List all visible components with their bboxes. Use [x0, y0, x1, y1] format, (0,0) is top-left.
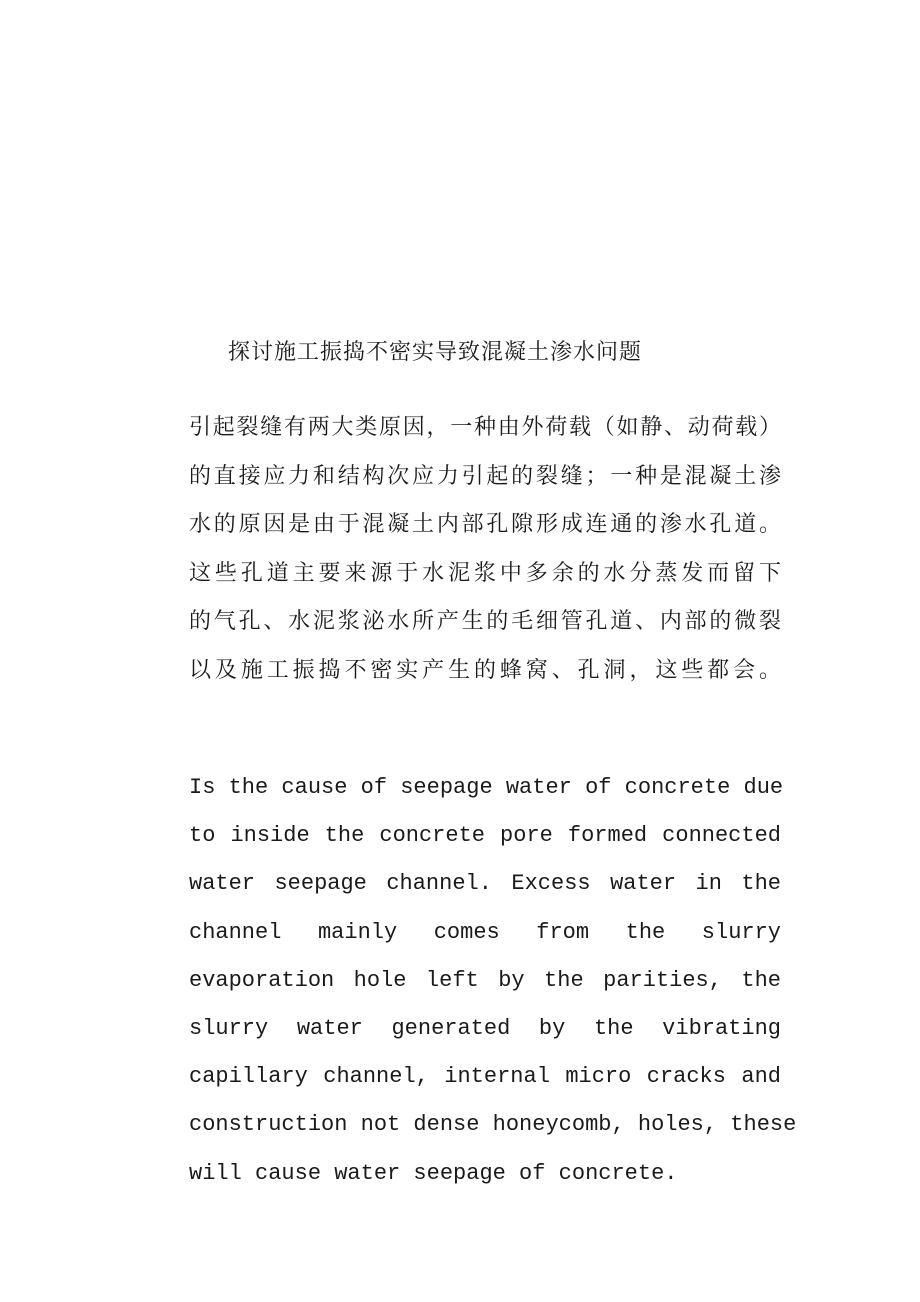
english-paragraph — [189, 764, 797, 1198]
english-line: Is the cause of seepage water of concrete due — [189, 775, 784, 800]
chinese-line: 的直接应力和结构次应力引起的裂缝；一种是混凝土渗 — [189, 463, 781, 489]
chinese-paragraph — [189, 404, 781, 695]
chinese-line: 以及施工振捣不密实产生的蜂窝、孔洞，这些都会。 — [189, 657, 781, 683]
english-line: slurry water generated by the vibrating — [189, 1015, 781, 1041]
english-line: will cause water seepage of concrete. — [189, 1160, 678, 1186]
english-line: water seepage channel. Excess water in the — [189, 871, 781, 897]
chinese-line: 水的原因是由于混凝土内部孔隙形成连通的渗水孔道。 — [189, 512, 781, 537]
english-line: capillary channel, internal micro cracks and — [189, 1064, 781, 1090]
english-line: to inside the concrete pore formed connected — [189, 823, 781, 849]
english-line: channel mainly comes from the slurry — [189, 919, 781, 945]
english-line: evaporation hole left by the parities, the — [189, 967, 781, 993]
chinese-line: 这些孔道主要来源于水泥浆中多余的水分蒸发而留下 — [189, 560, 781, 586]
chinese-line: 引起裂缝有两大类原因，一种由外荷载（如静、动荷载） — [189, 415, 781, 440]
document-title: 探讨施工振捣不密实导致混凝土渗水问题 — [228, 340, 643, 365]
chinese-line: 的气孔、水泥浆泌水所产生的毛细管孔道、内部的微裂 — [189, 609, 781, 634]
english-line: construction not dense honeycomb, holes, these — [189, 1112, 797, 1138]
